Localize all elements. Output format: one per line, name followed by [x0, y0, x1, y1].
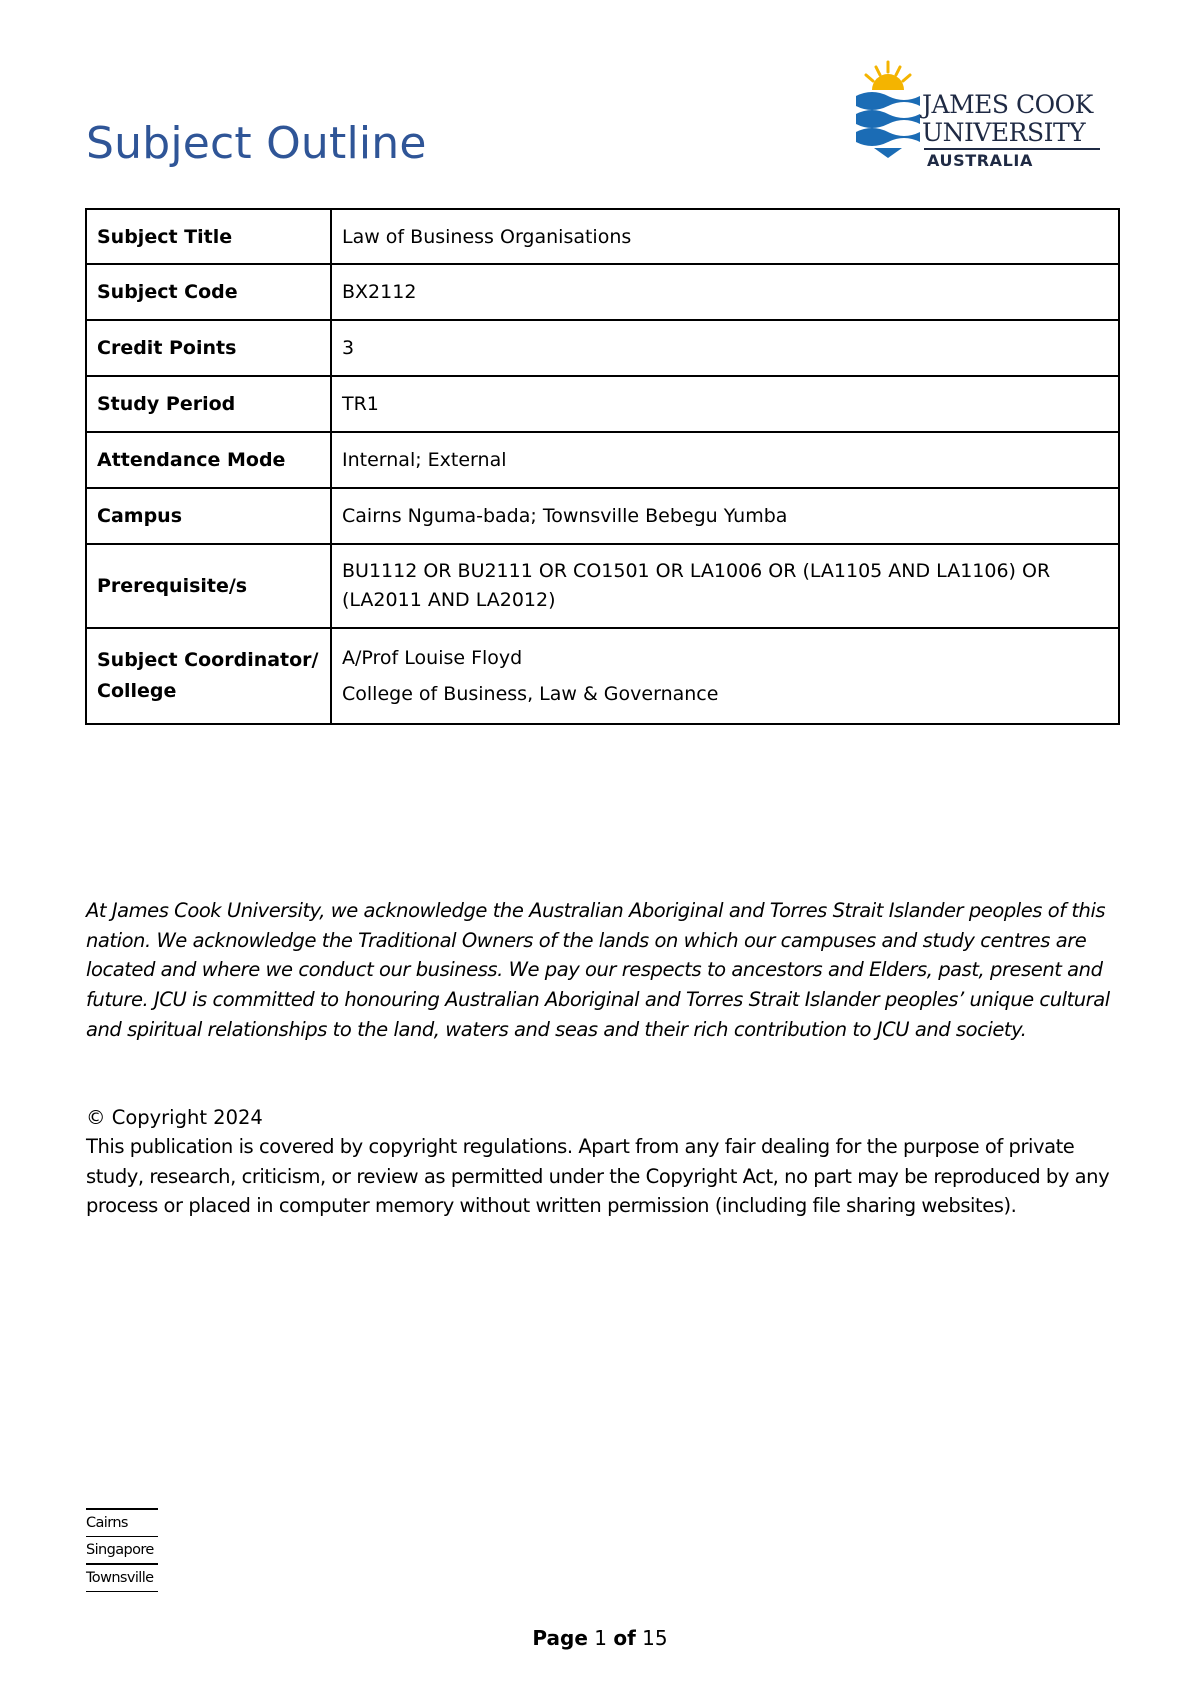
total-pages: 15: [642, 1626, 668, 1650]
copyright-heading: © Copyright 2024: [86, 1106, 263, 1129]
logo-wordmark-line3: AUSTRALIA: [927, 151, 1033, 170]
table-row: [86, 264, 1119, 320]
row-label: Prerequisite/s: [86, 544, 331, 628]
table-row: [86, 544, 1119, 628]
table-row: [86, 376, 1119, 432]
row-label: Study Period: [86, 376, 331, 432]
row-label: Credit Points: [86, 320, 331, 376]
campus-divider: [86, 1591, 158, 1593]
campus-item: Cairns: [86, 1514, 128, 1531]
campus-item: Townsville: [86, 1569, 154, 1586]
row-value: Cairns Nguma-bada; Townsville Bebegu Yumba: [331, 488, 1119, 544]
jcu-logo-emblem: [852, 58, 922, 170]
page-footer: [0, 1626, 1200, 1650]
page-word: Page: [532, 1626, 588, 1650]
row-label: Campus: [86, 488, 331, 544]
logo-wordmark-line1: JAMES COOK: [922, 90, 1093, 119]
table-row: [86, 432, 1119, 488]
row-value: TR1: [331, 376, 1119, 432]
row-value: BU1112 OR BU2111 OR CO1501 OR LA1006 OR (LA1105 AND LA1106) OR (LA2011 AND LA2012): [331, 544, 1119, 628]
jcu-logo: [852, 58, 1102, 170]
row-value: BX2112: [331, 264, 1119, 320]
row-value: Law of Business Organisations: [331, 209, 1119, 264]
campus-list: [86, 1508, 158, 1592]
copyright-notice: This publication is covered by copyright regulations. Apart from any fair dealing for the purpose of private study, research, criticism, or review as permitted under the Copyright Act, no part may be reproduced by any process or placed in computer memory without written permission (including file sharing websites).: [86, 1135, 1110, 1217]
coordinator-name: A/Prof Louise Floyd: [342, 647, 523, 669]
document-title: Subject Outline: [86, 118, 427, 169]
page-number: 1: [594, 1626, 607, 1650]
coordinator-college: College of Business, Law & Governance: [342, 683, 719, 705]
of-word: of: [613, 1626, 636, 1650]
row-value: [331, 628, 1119, 724]
campus-item: Singapore: [86, 1542, 154, 1558]
acknowledgement-of-country: At James Cook University, we acknowledge the Australian Aboriginal and Torres Strait Islander peoples of this nation. We acknowledge the Traditional Owners of the lands on which our campuses and study centres are located and where we conduct our business. We pay our respects to ancestors and Elders, past, present and future. JCU is committed to honouring Australian Aboriginal and Torres Strait Islander peoples’ unique cultural and spiritual relationships to the land, waters and seas and their rich contribution to JCU and society.: [86, 899, 1110, 1041]
subject-details-table: [85, 208, 1120, 725]
table-row: [86, 209, 1119, 264]
table-row: [86, 488, 1119, 544]
row-value: Internal; External: [331, 432, 1119, 488]
logo-divider: [924, 148, 1100, 150]
row-label: Attendance Mode: [86, 432, 331, 488]
logo-wordmark-line2: UNIVERSITY: [922, 118, 1086, 147]
row-label: Subject Coordinator/ College: [86, 628, 331, 724]
row-value: 3: [331, 320, 1119, 376]
table-row: [86, 628, 1119, 724]
row-label: Subject Title: [86, 209, 331, 264]
table-row: [86, 320, 1119, 376]
row-label: Subject Code: [86, 264, 331, 320]
